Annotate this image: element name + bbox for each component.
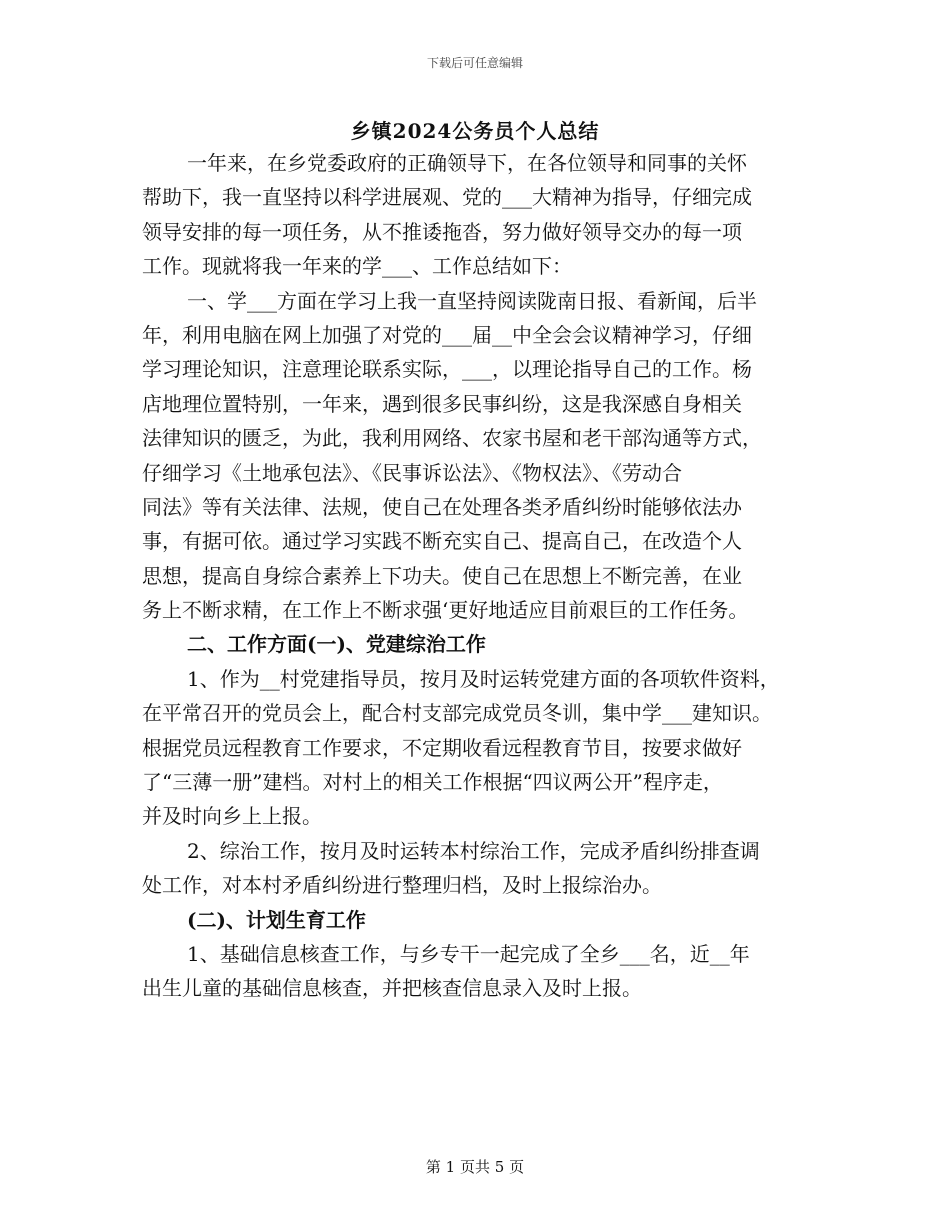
text-line: 同法》等有关法律、法规，使自己在处理各类矛盾纠纷时能够依法办 bbox=[142, 494, 742, 519]
section-heading: 二、工作方面(一)、党建综治工作 bbox=[187, 632, 486, 657]
text-line: 一年来，在乡党委政府的正确领导下，在各位领导和同事的关怀 bbox=[187, 151, 747, 175]
text-line: 年，利用电脑在网上加强了对党的___届__中全会会议精神学习，仔细 bbox=[142, 322, 752, 347]
text-line: 工作。现就将我一年来的学___、工作总结如下： bbox=[142, 254, 572, 279]
text-line: 事，有据可依。通过学习实践不断充实自己、提高自己，在改造个人 bbox=[142, 529, 742, 554]
text-line: 店地理位置特别，一年来，遇到很多民事纠纷，这是我深感自身相关 bbox=[142, 391, 742, 416]
text-line: 了“三薄一册”建档。对村上的相关工作根据“四议两公开”程序走， bbox=[142, 770, 723, 795]
page-footer: 第 1 页共 5 页 bbox=[425, 1158, 525, 1176]
text-line: 法律知识的匮乏，为此，我利用网络、农家书屋和老干部沟通等方式， bbox=[142, 426, 762, 451]
text-line: 处工作，对本村矛盾纠纷进行整理归档，及时上报综治办。 bbox=[142, 873, 662, 898]
text-line: 根据党员远程教育工作要求，不定期收看远程教育节目，按要求做好 bbox=[142, 735, 742, 760]
text-line: 1、基础信息核查工作，与乡专干一起完成了全乡___名，近__年 bbox=[187, 941, 750, 966]
text-line: 学习理论知识，注意理论联系实际，___，以理论指导自己的工作。杨 bbox=[142, 357, 752, 382]
text-line: 领导安排的每一项任务，从不推诿拖沓，努力做好领导交办的每一项 bbox=[142, 219, 742, 244]
text-line: 思想，提高自身综合素养上下功夫。使自己在思想上不断完善，在业 bbox=[142, 563, 742, 588]
text-line: 帮助下，我一直坚持以科学进展观、党的___大精神为指导，仔细完成 bbox=[142, 185, 752, 210]
document-body bbox=[142, 146, 817, 1006]
text-line: 1、作为__村党建指导员，按月及时运转党建方面的各项软件资料， bbox=[187, 666, 780, 691]
section-heading: (二)、计划生育工作 bbox=[187, 907, 366, 932]
text-line: 一、学___方面在学习上我一直坚持阅读陇南日报、看新闻，后半 bbox=[187, 288, 757, 313]
text-line: 在平常召开的党员会上，配合村支部完成党员冬训，集中学___建知识。 bbox=[142, 701, 772, 726]
text-line: 务上不断求精，在工作上不断求强‘更好地适应目前艰巨的工作任务。 bbox=[142, 598, 749, 623]
text-line: 2、综治工作，按月及时运转本村综治工作，完成矛盾纠纷排查调 bbox=[187, 838, 760, 863]
text-line: 出生儿童的基础信息核查，并把核查信息录入及时上报。 bbox=[142, 976, 642, 1001]
page-header: 下载后可任意编辑 bbox=[426, 56, 523, 70]
document-title: 乡镇2024公务员个人总结 bbox=[350, 119, 600, 143]
text-line: 仔细学习《土地承包法》、《民事诉讼法》、《物权法》、《劳动合 bbox=[142, 460, 682, 485]
text-line: 并及时向乡上上报。 bbox=[142, 804, 322, 829]
